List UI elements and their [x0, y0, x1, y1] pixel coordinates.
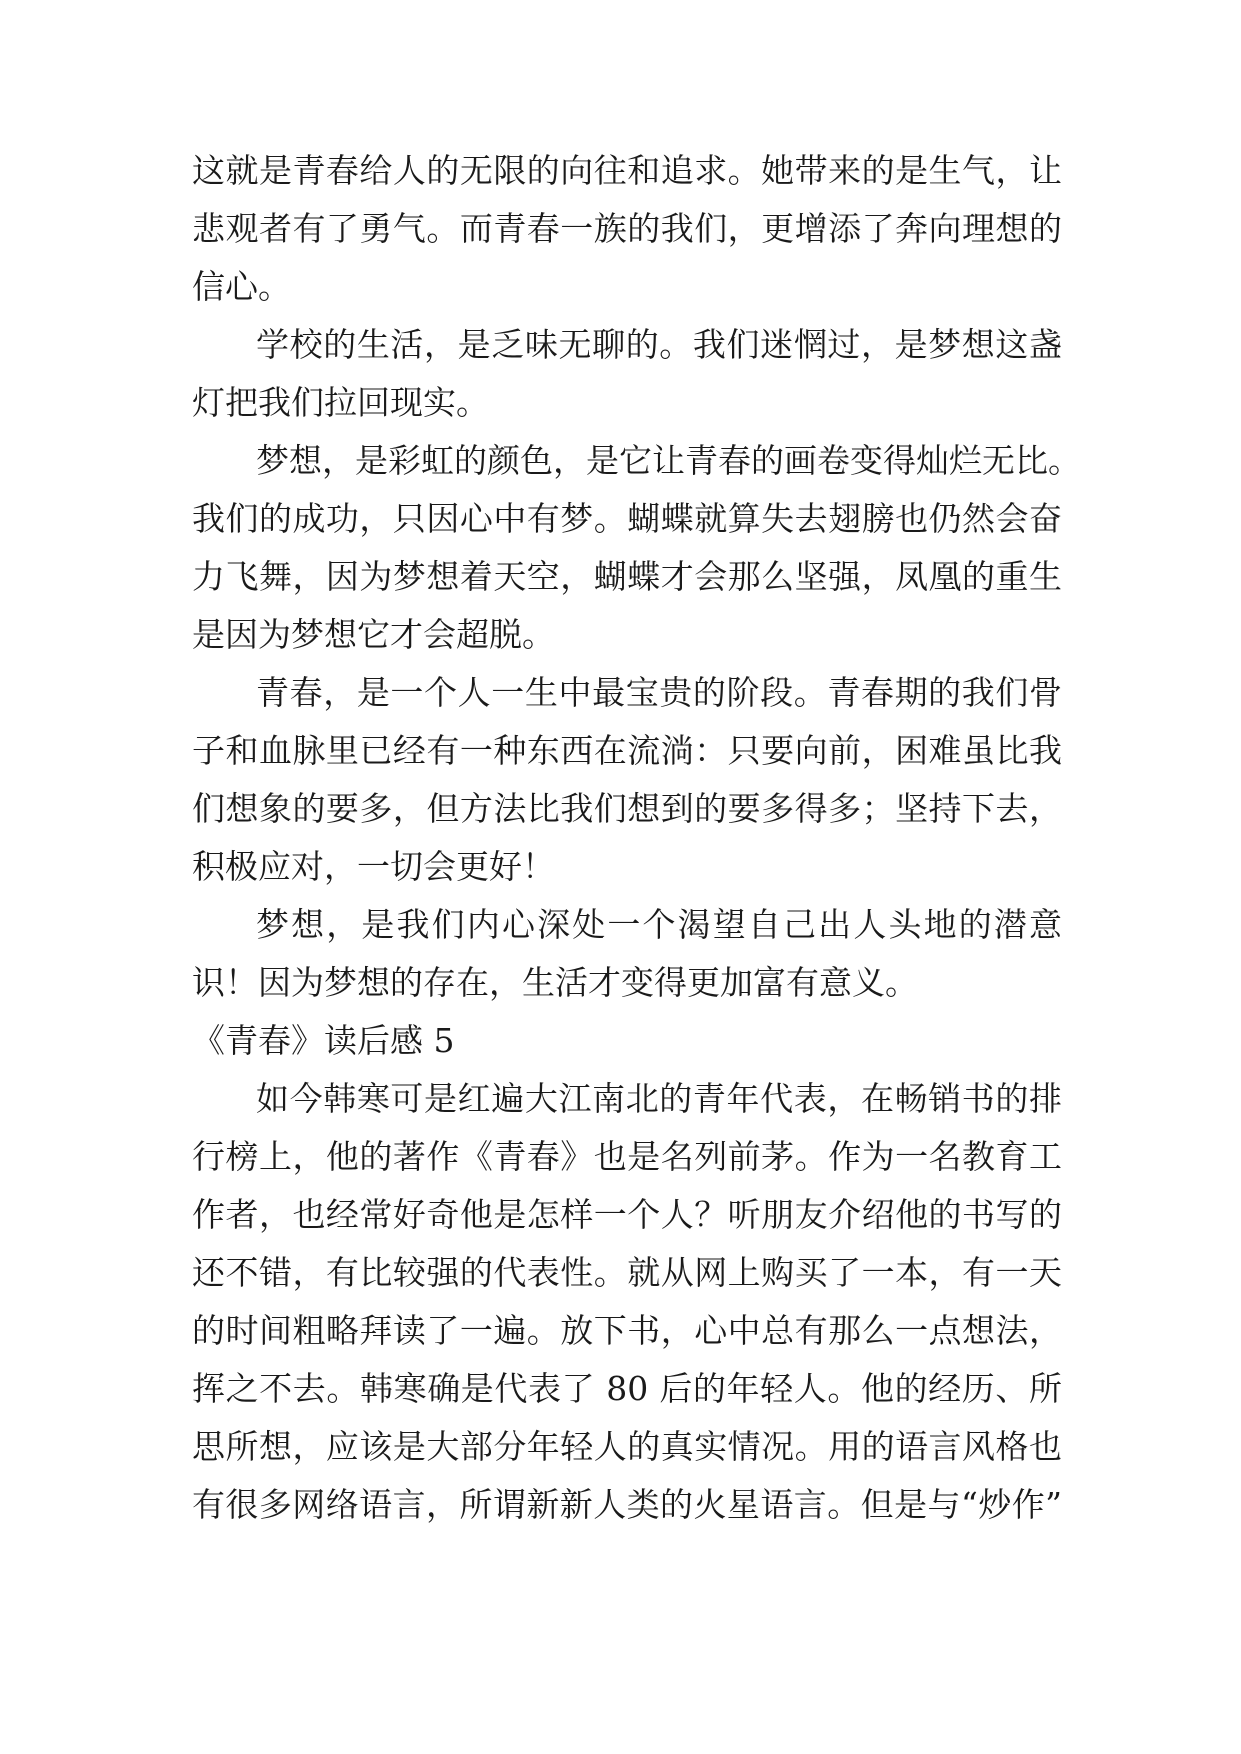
- text-line: 行榜上，他的著作《青春》也是名列前茅。作为一名教育工: [192, 1137, 1062, 1176]
- text-line: 信心。: [192, 267, 291, 306]
- text-line: 积极应对，一切会更好！: [192, 847, 555, 886]
- text-line: 有很多网络语言，所谓新新人类的火星语言。但是与“炒作”: [192, 1485, 1062, 1524]
- text-line: 是因为梦想它才会超脱。: [192, 615, 555, 654]
- text-line: 还不错，有比较强的代表性。就从网上购买了一本，有一天: [192, 1253, 1062, 1292]
- text-line: 悲观者有了勇气。而青春一族的我们，更增添了奔向理想的: [192, 209, 1062, 248]
- text-line: 们想象的要多，但方法比我们想到的要多得多；坚持下去，: [192, 789, 1062, 828]
- paragraph-first-line: 梦想，是我们内心深处一个渴望自己出人头地的潜意: [256, 905, 1062, 944]
- text-line: 思所想，应该是大部分年轻人的真实情况。用的语言风格也: [192, 1427, 1062, 1466]
- text-line: 力飞舞，因为梦想着天空，蝴蝶才会那么坚强，凤凰的重生: [192, 557, 1062, 596]
- text-line: 我们的成功，只因心中有梦。蝴蝶就算失去翅膀也仍然会奋: [192, 499, 1062, 538]
- paragraph-first-line: 青春，是一个人一生中最宝贵的阶段。青春期的我们骨: [256, 673, 1062, 712]
- text-line: 子和血脉里已经有一种东西在流淌：只要向前，困难虽比我: [192, 731, 1062, 770]
- text-line: 作者，也经常好奇他是怎样一个人？听朋友介绍他的书写的: [192, 1195, 1062, 1234]
- text-line: 灯把我们拉回现实。: [192, 383, 489, 422]
- paragraph-first-line: 学校的生活，是乏味无聊的。我们迷惘过，是梦想这盏: [256, 325, 1062, 364]
- paragraph-first-line: 梦想，是彩虹的颜色，是它让青春的画卷变得灿烂无比。: [256, 441, 1081, 480]
- section-heading: 《青春》读后感 5: [192, 1021, 455, 1060]
- text-line: 识！因为梦想的存在，生活才变得更加富有意义。: [192, 963, 918, 1002]
- text-line: 挥之不去。韩寒确是代表了 80 后的年轻人。他的经历、所: [192, 1369, 1062, 1408]
- paragraph-first-line: 如今韩寒可是红遍大江南北的青年代表，在畅销书的排: [256, 1079, 1062, 1118]
- text-line: 这就是青春给人的无限的向往和追求。她带来的是生气，让: [192, 151, 1062, 190]
- text-line: 的时间粗略拜读了一遍。放下书，心中总有那么一点想法，: [192, 1311, 1062, 1350]
